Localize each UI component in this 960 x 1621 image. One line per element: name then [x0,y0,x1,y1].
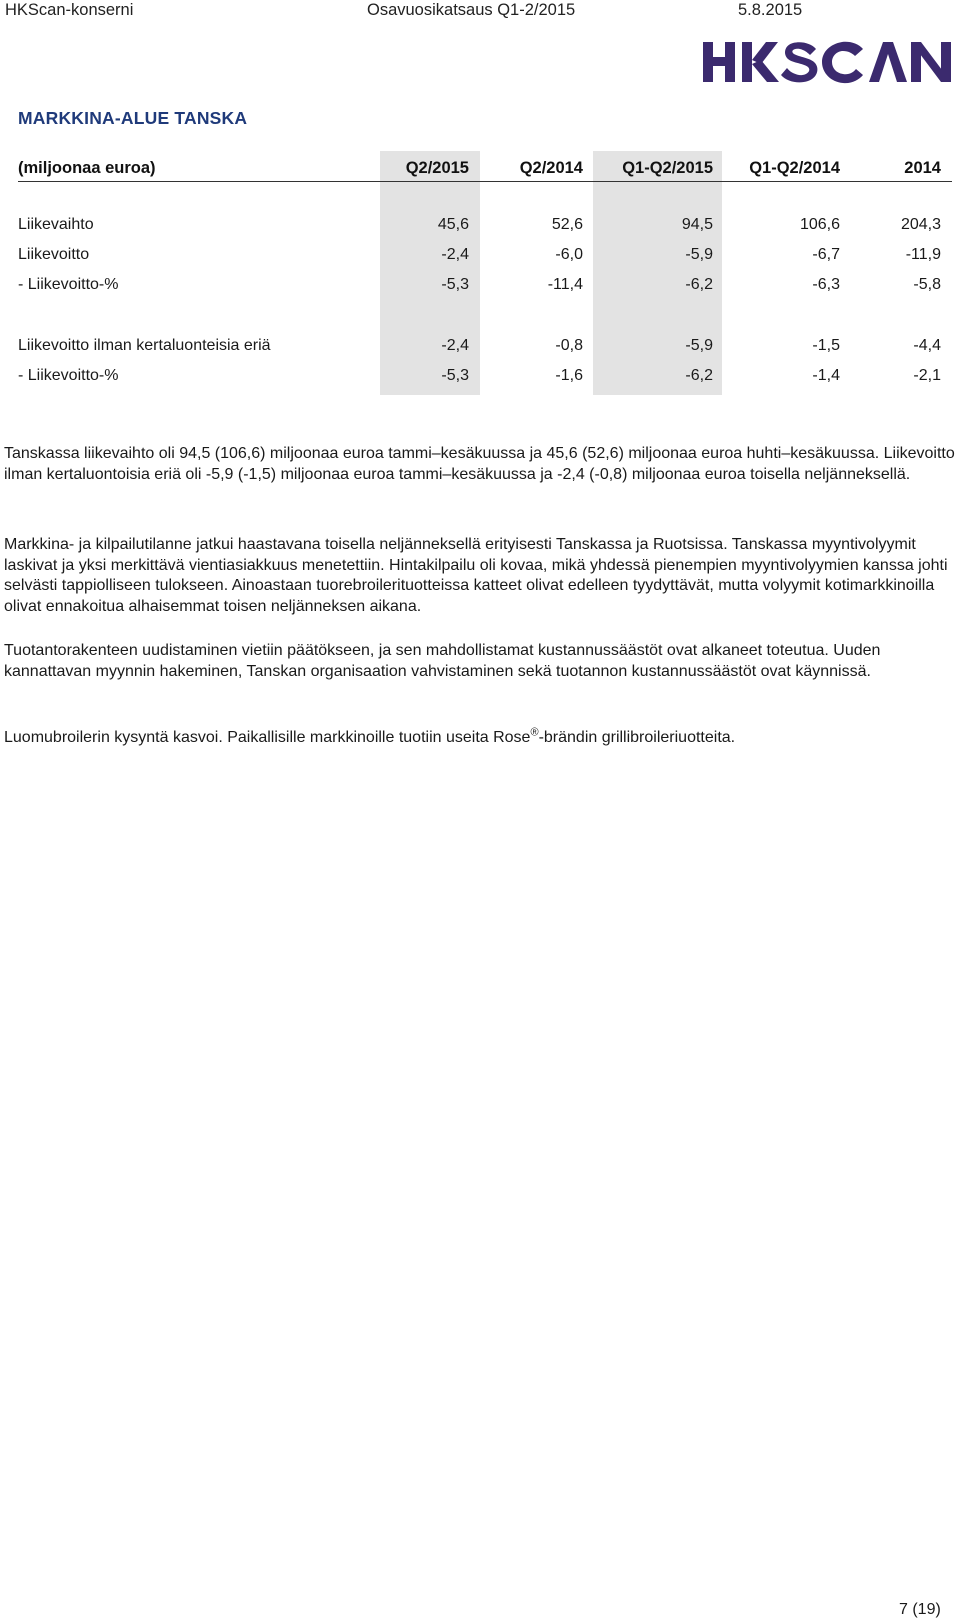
column-header: Q1-Q2/2014 [749,159,840,177]
table-header-rule [18,181,952,182]
paragraph-market: Markkina- ja kilpailutilanne jatkui haastavana toisella neljänneksellä erityisesti Tanskassa ja Ruotsissa. Tanskassa myyntivolyymit laskivat ja yksi merkittävä vientiasiakkuus menetettiin. Hintakilpailu oli kovaa, mikä yhdessä pienempien myyntivolyymien kanssa johti selvästi tappiolliseen tulokseen. Ainoastaan tuorebroilerituotteissa katteet olivat edelleen tyydyttävät, mutta volyymit kotimarkkinoilla olivat ennakoitua alhaisemmat toisen neljänneksen aikana. [4,536,948,615]
table-cell: -2,1 [913,367,941,384]
table-cell: 45,6 [437,216,469,233]
table-cell: -5,8 [913,276,941,293]
table-cell: 204,3 [900,216,941,233]
paragraph-revenue: Tanskassa liikevaihto oli 94,5 (106,6) miljoonaa euroa tammi–kesäkuussa ja 45,6 (52,6) miljoonaa euroa huhti–kesäkuussa. Liikevoitto ilman kertaluontoisia eriä oli -5,9 (-1,5) miljoonaa euroa tammi–kesäkuussa ja -2,4 (-0,8) miljoonaa euroa toisella neljänneksellä. [4,445,955,483]
table-cell: -6,7 [812,246,840,263]
paragraph-restructuring: Tuotantorakenteen uudistaminen vietiin päätökseen, ja sen mahdollistamat kustannussäästöt ovat alkaneet toteutua. Uuden kannattavan myynnin hakeminen, Tanskan organisaation vahvistaminen sekä tuotannon kustannussäästöt ovat käynnissä. [4,642,881,680]
section-title: MARKKINA-ALUE TANSKA [18,108,248,128]
table-cell: -6,0 [555,246,583,263]
table-cell: -5,9 [685,337,713,354]
table-cell: 94,5 [681,216,713,233]
page-number: 7 (19) [899,1601,941,1618]
table-cell: -2,4 [441,337,469,354]
header-date: 5.8.2015 [738,1,803,19]
table-unit-label: (miljoonaa euroa) [18,159,156,177]
column-header: Q2/2014 [519,159,583,177]
highlight-column-q1q2-2015 [593,151,722,395]
registered-mark: ® [530,726,539,739]
table-cell: 52,6 [551,216,583,233]
table-cell: -11,9 [905,246,941,263]
table-cell: -1,6 [555,367,583,384]
page-header [0,0,960,22]
table-cell: -4,4 [913,337,941,354]
column-header: Q1-Q2/2015 [622,159,713,177]
table-cell: -2,4 [441,246,469,263]
header-company: HKScan-konserni [5,1,134,19]
paragraph-organic-text-end: -brändin grillibroileriuotteita. [538,729,736,746]
table-row-label: Liikevoitto ilman kertaluonteisia eriä [18,337,271,354]
table-cell: -1,5 [812,337,840,354]
table-row-label: - Liikevoitto-% [18,367,119,384]
paragraph-organic-text: Luomubroilerin kysyntä kasvoi. Paikallisille markkinoille tuotiin useita Rose [4,729,531,746]
table-cell: 106,6 [799,216,840,233]
table-cell: -5,9 [685,246,713,263]
column-header: 2014 [904,159,941,177]
table-row-label: - Liikevoitto-% [18,276,119,293]
table-cell: -11,4 [547,276,583,293]
paragraph-organic [4,728,956,749]
table-cell: -6,2 [685,276,713,293]
column-header: Q2/2015 [405,159,469,177]
table-cell: -5,3 [441,367,469,384]
header-report-title: Osavuosikatsaus Q1-2/2015 [367,1,576,19]
table-cell: -6,3 [812,276,840,293]
table-row-label: Liikevoitto [18,246,90,263]
highlight-column-q2-2015 [380,151,480,395]
table-cell: -1,4 [812,367,840,384]
table-cell: -0,8 [555,337,583,354]
table-cell: -6,2 [685,367,713,384]
hkscan-logo [703,40,953,86]
table-cell: -5,3 [441,276,469,293]
table-row-label: Liikevaihto [18,216,94,233]
